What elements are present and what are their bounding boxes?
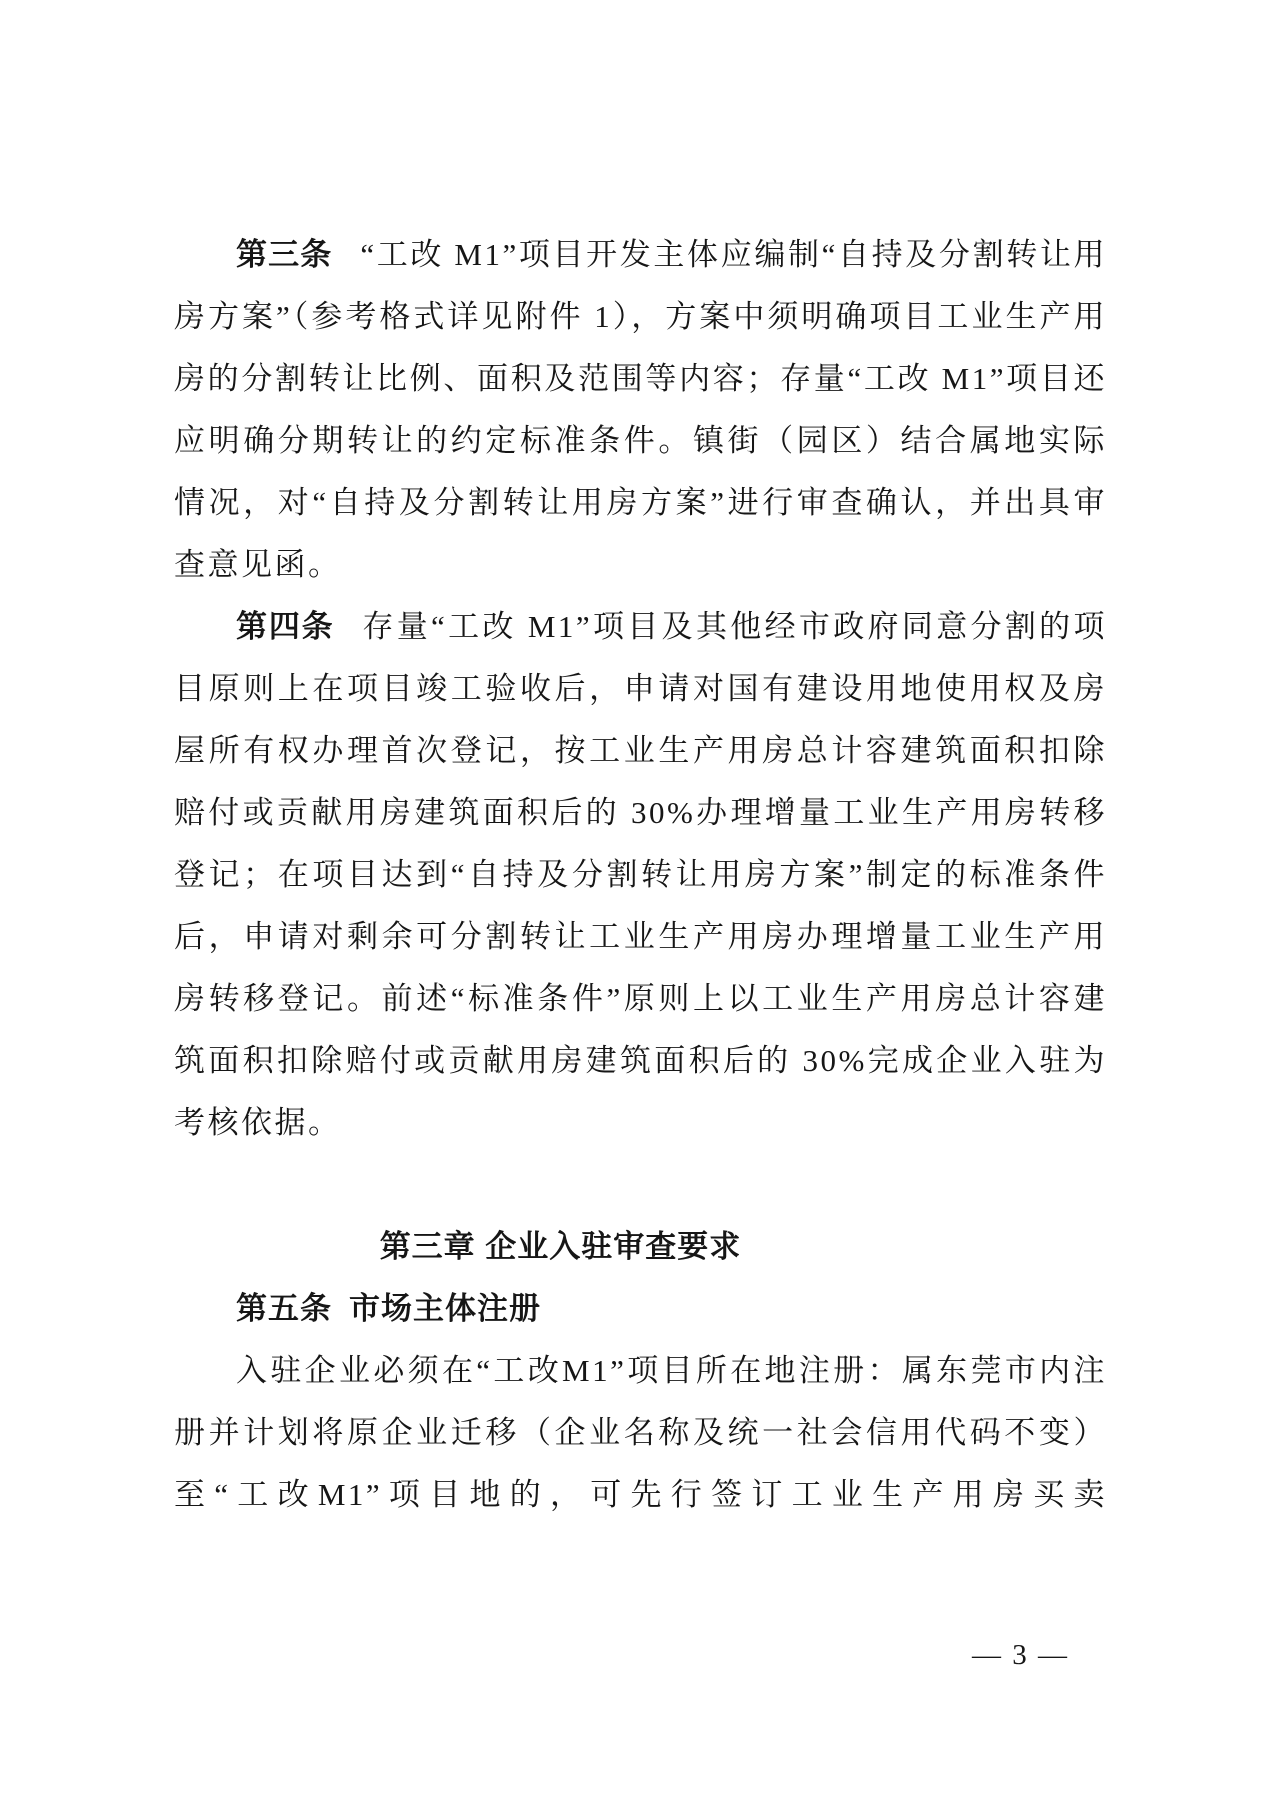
chapter-3-heading: 第三章 企业入驻审查要求 (379, 1229, 742, 1264)
document-body (174, 224, 1107, 1526)
article-5-heading (174, 1278, 1107, 1340)
article-5-label: 第五条 (236, 1291, 332, 1326)
page-number: — 3 — (972, 1639, 1069, 1671)
article-4-text: 存量“工改 M1”项目及其他经市政府同意分割的项目原则上在项目竣工验收后，申请对国有建设用地使用权及房屋所有权办理首次登记，按工业生产用房总计容建筑面积扣除赔付或贡献用房建筑面积后的 30%办理增量工业生产用房转移登记；在项目达到“自持及分割转让用房方案”制定的标准条件后，申请对剩余可分割转让工业生产用房办理增量工业生产用房转移登记。前述“标准条件”原则上以工业生产用房总计容建筑面积扣除赔付或贡献用房建筑面积后的 30%完成企业入驻为考核依据。 (174, 609, 1108, 1140)
article-5-title: 市场主体注册 (349, 1291, 542, 1326)
article-3-label: 第三条 (236, 237, 333, 272)
article-5-paragraph: 入驻企业必须在“工改M1”项目所在地注册：属东莞市内注册并计划将原企业迁移（企业名称及统一社会信用代码不变）至“工改M1”项目地的，可先行签订工业生产用房买卖 (174, 1353, 1107, 1512)
article-4-paragraph (174, 596, 1107, 1154)
article-3-paragraph (174, 224, 1107, 596)
article-4-label: 第四条 (236, 609, 335, 644)
article-3-text: “工改 M1”项目开发主体应编制“自持及分割转让用房方案”（参考格式详见附件 1），方案中须明确项目工业生产用房的分割转让比例、面积及范围等内容；存量“工改 M1”项目还应明确分期转让的约定标准条件。镇街（园区）结合属地实际情况，对“自持及分割转让用房方案”进行审查确认，并出具审查意见函。 (174, 237, 1107, 582)
